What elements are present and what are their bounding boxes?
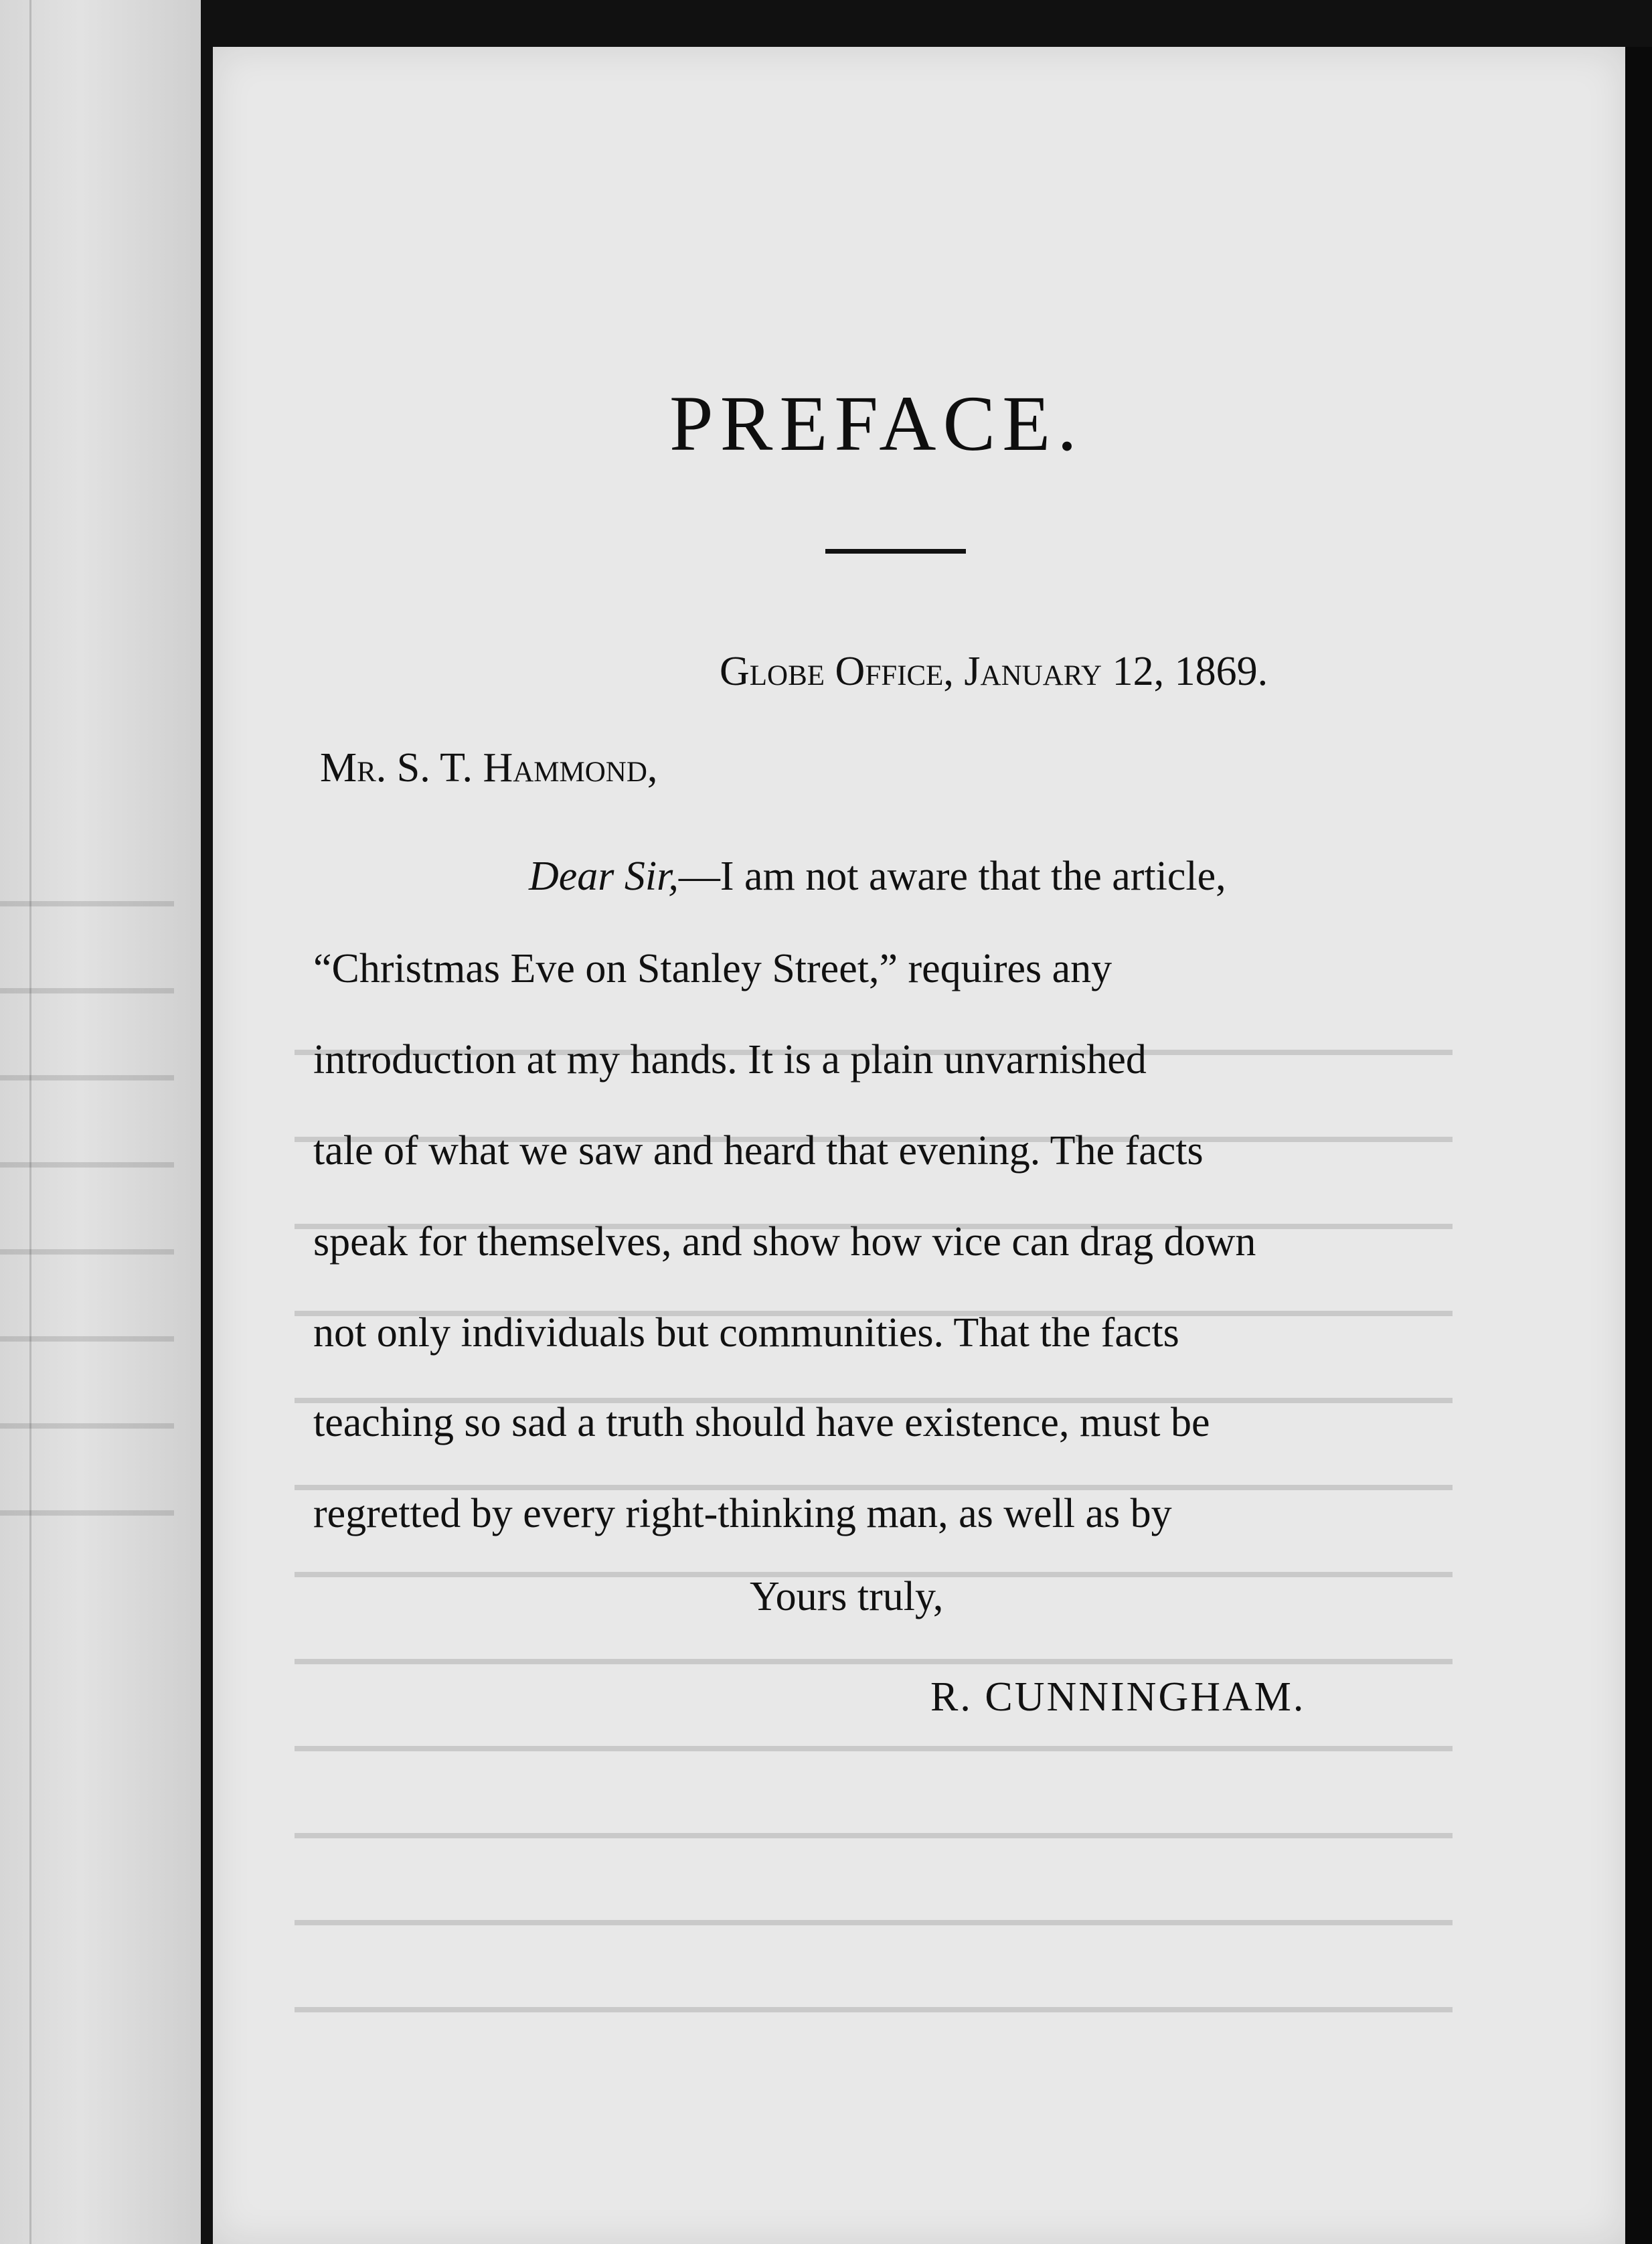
letter-line-2: “Christmas Eve on Stanley Street,” requires any [313, 946, 1112, 991]
letter-line-7: teaching so sad a truth should have existence, must be [313, 1400, 1210, 1445]
salutation: Mr. S. T. Hammond, [320, 745, 658, 791]
greeting: Dear Sir, [529, 854, 679, 899]
title-rule [825, 549, 966, 554]
closing: Yours truly, [750, 1574, 944, 1619]
letter-line-8: regretted by every right-thinking man, as well as by [313, 1491, 1172, 1536]
letter-line-6: not only individuals but communities. That the facts [313, 1310, 1179, 1356]
dateline: Globe Office, January 12, 1869. [720, 649, 1268, 694]
letter-line-4: tale of what we saw and heard that evening. The facts [313, 1128, 1204, 1174]
letter-line-1 [529, 856, 1459, 897]
letter-line-5: speak for themselves, and show how vice can drag down [313, 1219, 1256, 1265]
letter-line-3: introduction at my hands. It is a plain unvarnished [313, 1037, 1147, 1083]
page-title: PREFACE. [669, 380, 1084, 467]
signature: R. CUNNINGHAM. [930, 1674, 1306, 1720]
letter-line-1-text: —I am not aware that the article, [678, 854, 1226, 899]
